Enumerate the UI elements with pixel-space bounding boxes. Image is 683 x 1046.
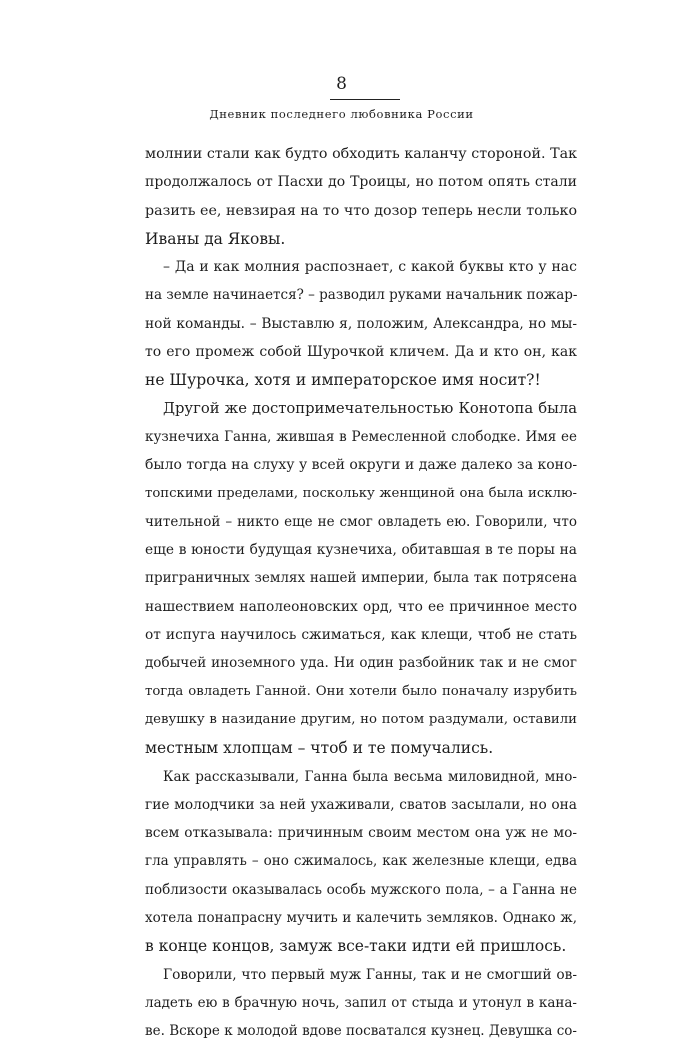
running-title: Дневник последнего любовника России [209,107,474,121]
text-line: Как рассказывали, Ганна была весьма миловидной, мно- [163,768,577,785]
text-line: приграничных землях нашей империи, была так потрясена [145,570,577,587]
text-line: нашествием наполеоновских орд, что ее причинное место [145,598,577,615]
text-line: Другой же достопримечательностью Конотопа была [163,399,577,417]
text-line: не Шурочка, хотя и императорское имя носит?! [145,371,541,390]
body-text [145,140,577,1046]
text-line: – Да и как молния распознает, с какой буквы кто у нас [163,259,577,276]
text-line: гла управлять – оно сжималось, как железные клещи, едва [145,853,577,870]
text-line: от испуга научилось сжиматься, как клещи, чтоб не стать [145,627,577,644]
text-line: поблизости оказывалась особь мужского пола, – а Ганна не [145,881,577,898]
text-line: Иваны да Яковы. [145,229,286,248]
text-line: было тогда на слуху у всей округи и даже далеко за коно- [145,457,578,474]
text-line: добычей иноземного уда. Ни один разбойник так и не смог [145,655,577,672]
text-line: ладеть ею в брачную ночь, запил от стыда и утонул в кана- [145,994,577,1011]
text-line: в конце концов, замуж все-таки идти ей пришлось. [145,937,567,956]
text-line: кузнечиха Ганна, жившая в Ремесленной слободке. Имя ее [145,428,577,445]
text-line: то его промеж собой Шурочкой кличем. Да и кто он, как [145,344,577,361]
text-line: Говорили, что первый муж Ганны, так и не смогший ов- [163,966,577,983]
text-line: ве. Вскоре к молодой вдове посватался кузнец. Девушка со- [145,1023,577,1040]
text-line: всем отказывала: причинным своим местом она уж не мо- [145,825,577,842]
text-line: продолжалось от Пасхи до Троицы, но потом опять стали [145,174,577,191]
header-rule [330,99,400,100]
text-line: еще в юности будущая кузнечиха, обитавшая в те поры на [145,542,577,559]
text-line: топскими пределами, поскольку женщиной она была исклю- [145,485,577,501]
text-line: хотела понапрасну мучить и калечить земляков. Однако ж, [145,910,577,927]
text-line: на земле начинается? – разводил руками начальник пожар- [145,287,578,304]
text-line: разить ее, невзирая на то что дозор теперь несли только [145,202,578,219]
page-number: 8 [336,74,347,94]
text-line: гие молодчики за ней ухаживали, сватов засылали, но она [145,796,577,813]
text-line: молнии стали как будто обходить каланчу стороной. Так [145,146,577,162]
text-line: тогда овладеть Ганной. Они хотели было поначалу изрубить [145,683,577,699]
text-line: местным хлопцам – чтоб и те помучались. [145,739,494,758]
text-line: ной команды. – Выставлю я, положим, Александра, но мы- [145,315,577,332]
text-line: чительной – никто еще не смог овладеть ею. Говорили, что [145,513,577,530]
text-line: девушку в назидание другим, но потом раздумали, оставили [145,711,577,727]
